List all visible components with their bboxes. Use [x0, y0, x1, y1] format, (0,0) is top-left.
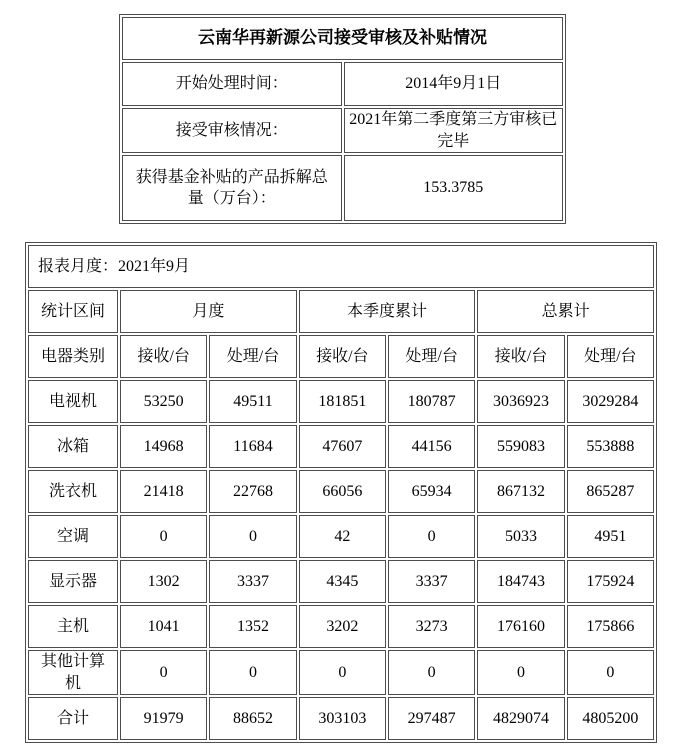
- value-cell: 3273: [388, 605, 475, 648]
- column-header-processed: 处理/台: [567, 335, 654, 378]
- value-cell: 5033: [477, 515, 564, 558]
- value-cell: 559083: [477, 425, 564, 468]
- category-cell: 冰箱: [28, 425, 118, 468]
- report-column-header-row: [28, 335, 654, 378]
- category-cell: 其他计算机: [28, 650, 118, 695]
- value-cell: 11684: [209, 425, 296, 468]
- table-row-tv: [28, 380, 654, 423]
- summary-label-subsidized-total: 获得基金补贴的产品拆解总量（万台）：: [122, 155, 342, 221]
- value-cell: 53250: [120, 380, 207, 423]
- summary-row: [122, 155, 563, 221]
- category-cell: 空调: [28, 515, 118, 558]
- value-cell: 0: [388, 650, 475, 695]
- summary-label-start-time: 开始处理时间：: [122, 62, 342, 106]
- value-cell: 175866: [567, 605, 654, 648]
- column-header-category: 电器类别: [28, 335, 118, 378]
- value-cell: 3029284: [567, 380, 654, 423]
- summary-value-audit-status: 2021年第二季度第三方审核已完毕: [344, 108, 564, 153]
- category-cell: 显示器: [28, 560, 118, 603]
- value-cell: 0: [209, 650, 296, 695]
- value-cell: 0: [120, 515, 207, 558]
- value-cell: 867132: [477, 470, 564, 513]
- table-row-fridge: [28, 425, 654, 468]
- summary-table: [119, 14, 566, 224]
- value-cell: 42: [299, 515, 386, 558]
- table-row-washer: [28, 470, 654, 513]
- value-cell: 4829074: [477, 697, 564, 740]
- column-header-received: 接收/台: [299, 335, 386, 378]
- table-row-monitor: [28, 560, 654, 603]
- report-period-label: 报表月度：2021年9月: [28, 245, 654, 288]
- summary-row: [122, 108, 563, 153]
- category-cell: 洗衣机: [28, 470, 118, 513]
- value-cell: 0: [567, 650, 654, 695]
- value-cell: 0: [299, 650, 386, 695]
- table-row-total: [28, 697, 654, 740]
- column-header-received: 接收/台: [477, 335, 564, 378]
- column-header-processed: 处理/台: [209, 335, 296, 378]
- value-cell: 22768: [209, 470, 296, 513]
- value-cell: 297487: [388, 697, 475, 740]
- value-cell: 3337: [388, 560, 475, 603]
- category-cell: 电视机: [28, 380, 118, 423]
- value-cell: 14968: [120, 425, 207, 468]
- group-header-quarter-total: 本季度累计: [299, 290, 476, 333]
- column-header-processed: 处理/台: [388, 335, 475, 378]
- value-cell: 175924: [567, 560, 654, 603]
- value-cell: 3036923: [477, 380, 564, 423]
- value-cell: 91979: [120, 697, 207, 740]
- value-cell: 21418: [120, 470, 207, 513]
- value-cell: 44156: [388, 425, 475, 468]
- group-header-month: 月度: [120, 290, 297, 333]
- value-cell: 553888: [567, 425, 654, 468]
- summary-label-audit-status: 接受审核情况：: [122, 108, 342, 153]
- value-cell: 0: [120, 650, 207, 695]
- summary-value-subsidized-total: 153.3785: [344, 155, 564, 221]
- value-cell: 47607: [299, 425, 386, 468]
- value-cell: 65934: [388, 470, 475, 513]
- value-cell: 3337: [209, 560, 296, 603]
- report-period-row: [28, 245, 654, 288]
- summary-row: [122, 62, 563, 106]
- group-header-stat-range: 统计区间: [28, 290, 118, 333]
- report-table: [25, 242, 657, 743]
- value-cell: 66056: [299, 470, 386, 513]
- value-cell: 49511: [209, 380, 296, 423]
- table-row-aircon: [28, 515, 654, 558]
- value-cell: 4805200: [567, 697, 654, 740]
- value-cell: 1352: [209, 605, 296, 648]
- column-header-received: 接收/台: [120, 335, 207, 378]
- table-row-other-computer: [28, 650, 654, 695]
- summary-table-title: 云南华再新源公司接受审核及补贴情况: [122, 17, 563, 60]
- summary-title-row: [122, 17, 563, 60]
- value-cell: 1041: [120, 605, 207, 648]
- value-cell: 181851: [299, 380, 386, 423]
- value-cell: 1302: [120, 560, 207, 603]
- value-cell: 0: [388, 515, 475, 558]
- report-group-header-row: [28, 290, 654, 333]
- group-header-grand-total: 总累计: [477, 290, 654, 333]
- category-cell: 主机: [28, 605, 118, 648]
- summary-value-start-time: 2014年9月1日: [344, 62, 564, 106]
- value-cell: 0: [477, 650, 564, 695]
- value-cell: 180787: [388, 380, 475, 423]
- value-cell: 176160: [477, 605, 564, 648]
- value-cell: 865287: [567, 470, 654, 513]
- category-cell: 合计: [28, 697, 118, 740]
- value-cell: 4951: [567, 515, 654, 558]
- value-cell: 0: [209, 515, 296, 558]
- table-row-host: [28, 605, 654, 648]
- value-cell: 3202: [299, 605, 386, 648]
- value-cell: 184743: [477, 560, 564, 603]
- value-cell: 88652: [209, 697, 296, 740]
- value-cell: 303103: [299, 697, 386, 740]
- value-cell: 4345: [299, 560, 386, 603]
